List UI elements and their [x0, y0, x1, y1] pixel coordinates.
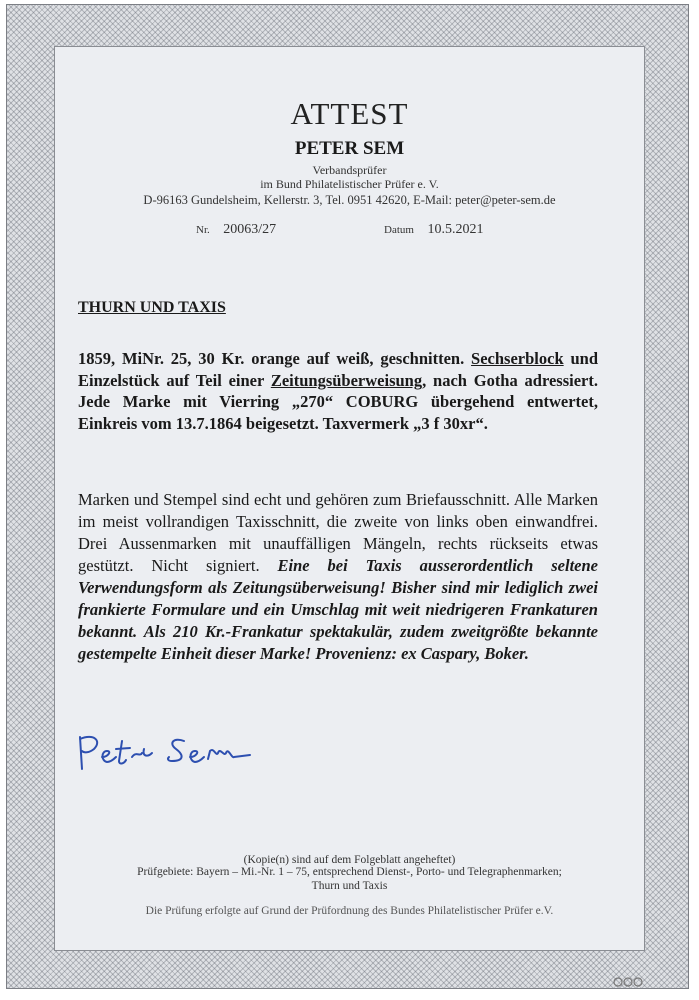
certificate-date [384, 222, 483, 238]
examiner-association: im Bund Philatelistischer Prüfer e. V. [260, 177, 439, 191]
footer-rules: Die Prüfung erfolgte auf Grund der Prüfordnung des Bundes Philatelistischer Prüfer e.V. [145, 905, 554, 917]
handwritten-signature [72, 727, 262, 777]
footer-areas: Prüfgebiete: Bayern – Mi.-Nr. 1 – 75, entsprechend Dienst-, Porto- und Telegraphenmarken; [137, 866, 562, 878]
assessment-text [78, 489, 598, 665]
assessment-plain: Marken und Stempel sind echt und gehören zum Briefausschnitt. Alle Marken im meist vollrandigen Taxisschnitt, die zweite von links oben einwandfrei. Drei Aussenmarken mit unauffälligen Mängeln, rechts rückseits etwas gestützt. Nicht signiert. [78, 490, 598, 575]
examiner-address: D-96163 Gundelsheim, Kellerstr. 3, Tel. 0951 42620, E-Mail: peter@peter-sem.de [143, 193, 556, 207]
date-value: 10.5.2021 [427, 222, 484, 237]
stamp-description [78, 348, 598, 434]
number-label: Nr. [196, 224, 210, 236]
date-label: Datum [384, 224, 414, 236]
examiner-role: Verbandsprüfer [312, 163, 387, 177]
footer-copies: (Kopie(n) sind auf dem Folgeblatt angeheftet) [243, 854, 456, 866]
examiner-name: PETER SEM [294, 138, 405, 159]
description-underlined-2: Zeitungsüberweisung [270, 370, 423, 390]
footer-areas-continued: Thurn und Taxis [311, 880, 388, 892]
section-heading: THURN UND TAXIS [78, 299, 226, 316]
printer-logo-icon [612, 976, 644, 988]
certificate-title: ATTEST [290, 96, 409, 131]
number-value: 20063/27 [223, 222, 277, 237]
assessment-emphasis: Eine bei Taxis ausserordentlich seltene Verwendungsform als Zeitungsüberweisung! Bisher sind mir lediglich zwei frankierte Formulare und ein Umschlag mit weit niedrigeren Frankaturen bekannt. Als 210 Kr.-Frankatur spektakulär, zudem zweitgrößte bekannte gestempelte Einheit dieser Marke! Provenienz: ex Caspary, Boker. [78, 556, 598, 663]
certificate-number [196, 222, 276, 238]
description-part-2: und Einzelstück auf Teil einer [78, 349, 599, 390]
description-part-1: 1859, MiNr. 25, 30 Kr. orange auf weiß, geschnitten. [78, 349, 472, 368]
description-part-3: , nach Gotha adressiert. Jede Marke mit Vierring „270“ COBURG übergehend entwertet, Einkreis vom 13.7.1864 beigesetzt. Taxvermerk „3 f 30xr“. [78, 370, 598, 433]
description-underlined-1: Sechserblock [471, 349, 564, 368]
